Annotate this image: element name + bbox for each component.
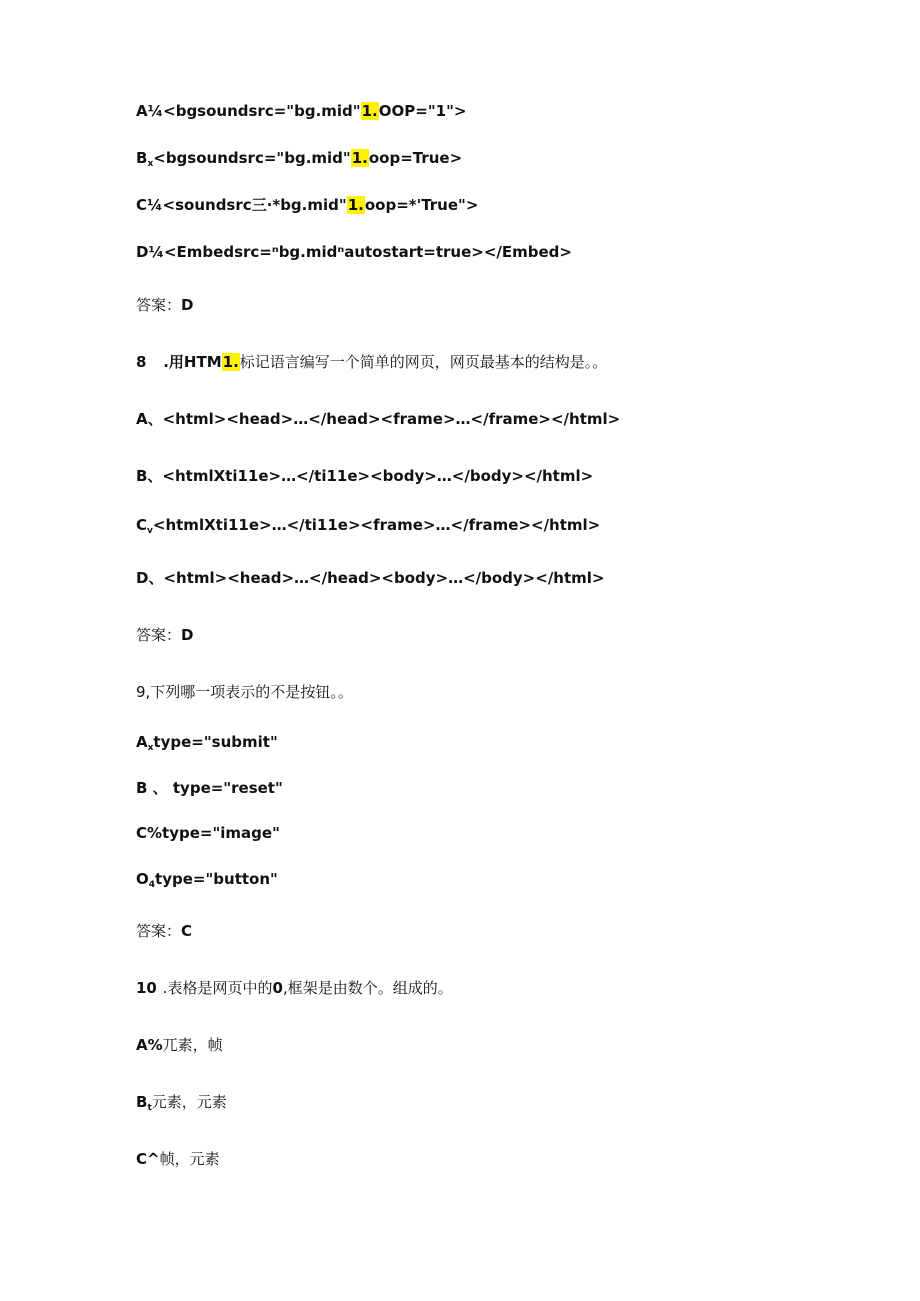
q9-option-a-letter: A bbox=[136, 733, 148, 751]
q8-option-c bbox=[136, 515, 600, 541]
question-number: 8 bbox=[136, 353, 147, 371]
answer-label: 答案： bbox=[136, 922, 182, 940]
q10-option-a-text: 兀素，帧 bbox=[162, 1036, 223, 1054]
q7-option-b-letter: B bbox=[136, 149, 148, 167]
highlight-mark: 1. bbox=[361, 102, 378, 120]
q7-option-c-pre: C¼<soundsrc三·*bg.mid" bbox=[136, 196, 347, 214]
q9-option-a-text: type="submit" bbox=[153, 733, 278, 751]
q7-option-b bbox=[136, 148, 462, 174]
q7-option-d: D¼<Embedsrc=ⁿbg.midⁿautostart=true></Embed> bbox=[136, 243, 572, 261]
q8-option-b: B、<htmlXti11e>…</ti11e><body>…</body></html> bbox=[136, 467, 594, 485]
q9-option-c: C%type="image" bbox=[136, 824, 280, 842]
q10-stem-pre: .表格是网页中的 bbox=[158, 979, 273, 997]
q9-answer bbox=[136, 921, 192, 941]
q8-option-c-text: <htmlXti11e>…</ti11e><frame>…</frame></html> bbox=[152, 516, 601, 534]
q10-stem bbox=[136, 978, 453, 998]
q9-option-b: B 、 type="reset" bbox=[136, 779, 283, 797]
answer-value: C bbox=[181, 922, 193, 940]
q8-answer bbox=[136, 625, 193, 645]
question-number: 10 bbox=[136, 979, 157, 997]
q7-answer bbox=[136, 295, 193, 315]
q7-option-b-pre: <bgsoundsrc="bg.mid" bbox=[153, 149, 351, 167]
q7-option-c bbox=[136, 195, 478, 215]
highlight-mark: 1. bbox=[351, 149, 368, 167]
answer-value: D bbox=[181, 296, 194, 314]
q9-option-d bbox=[136, 869, 278, 895]
highlight-mark: 1. bbox=[222, 353, 239, 371]
q8-option-a: A、<html><head>…</head><frame>…</frame></html> bbox=[136, 410, 621, 428]
q10-option-b-mark: t bbox=[147, 1103, 152, 1113]
answer-label: 答案： bbox=[136, 626, 182, 644]
highlight-mark: 1. bbox=[347, 196, 364, 214]
q10-option-b-letter: B bbox=[136, 1093, 148, 1111]
q10-option-a-lead: A% bbox=[136, 1036, 163, 1054]
q10-option-c-lead: C^ bbox=[136, 1150, 160, 1168]
q9-option-d-letter: O bbox=[136, 870, 149, 888]
q10-stem-post: ,框架是由数个。组成的。 bbox=[282, 979, 453, 997]
q7-option-b-mark: x bbox=[147, 159, 154, 169]
q7-option-a-post: OOP="1"> bbox=[378, 102, 467, 120]
q10-option-c bbox=[136, 1149, 220, 1169]
q7-option-c-post: oop=*'True"> bbox=[364, 196, 479, 214]
q8-stem bbox=[136, 352, 607, 372]
q8-option-d: D、<html><head>…</head><body>…</body></html> bbox=[136, 569, 605, 587]
q8-option-c-letter: C bbox=[136, 516, 148, 534]
answer-label: 答案： bbox=[136, 296, 182, 314]
q8-stem-pre: .用HTM bbox=[158, 353, 222, 371]
q10-option-b-text: 元素，元素 bbox=[151, 1093, 227, 1111]
q7-option-a-pre: A¼<bgsoundsrc="bg.mid" bbox=[136, 102, 361, 120]
q7-option-a bbox=[136, 101, 466, 121]
q9-stem: 9,下列哪一项表示的不是按钮。。 bbox=[136, 683, 353, 701]
q8-stem-post: 标记语言编写一个简单的网页，网页最基本的结构是。。 bbox=[239, 353, 608, 371]
q9-option-d-text: type="button" bbox=[155, 870, 278, 888]
q9-option-d-mark: 4 bbox=[148, 880, 156, 890]
q9-option-a-mark: x bbox=[147, 743, 154, 753]
q10-stem-bold: 0 bbox=[272, 979, 283, 997]
q8-option-c-mark: v bbox=[147, 526, 153, 536]
q9-option-a bbox=[136, 732, 278, 758]
q7-option-b-post: oop=True> bbox=[368, 149, 463, 167]
answer-value: D bbox=[181, 626, 194, 644]
q10-option-a bbox=[136, 1035, 223, 1055]
q10-option-b bbox=[136, 1092, 227, 1118]
q10-option-c-text: 帧，元素 bbox=[159, 1150, 220, 1168]
